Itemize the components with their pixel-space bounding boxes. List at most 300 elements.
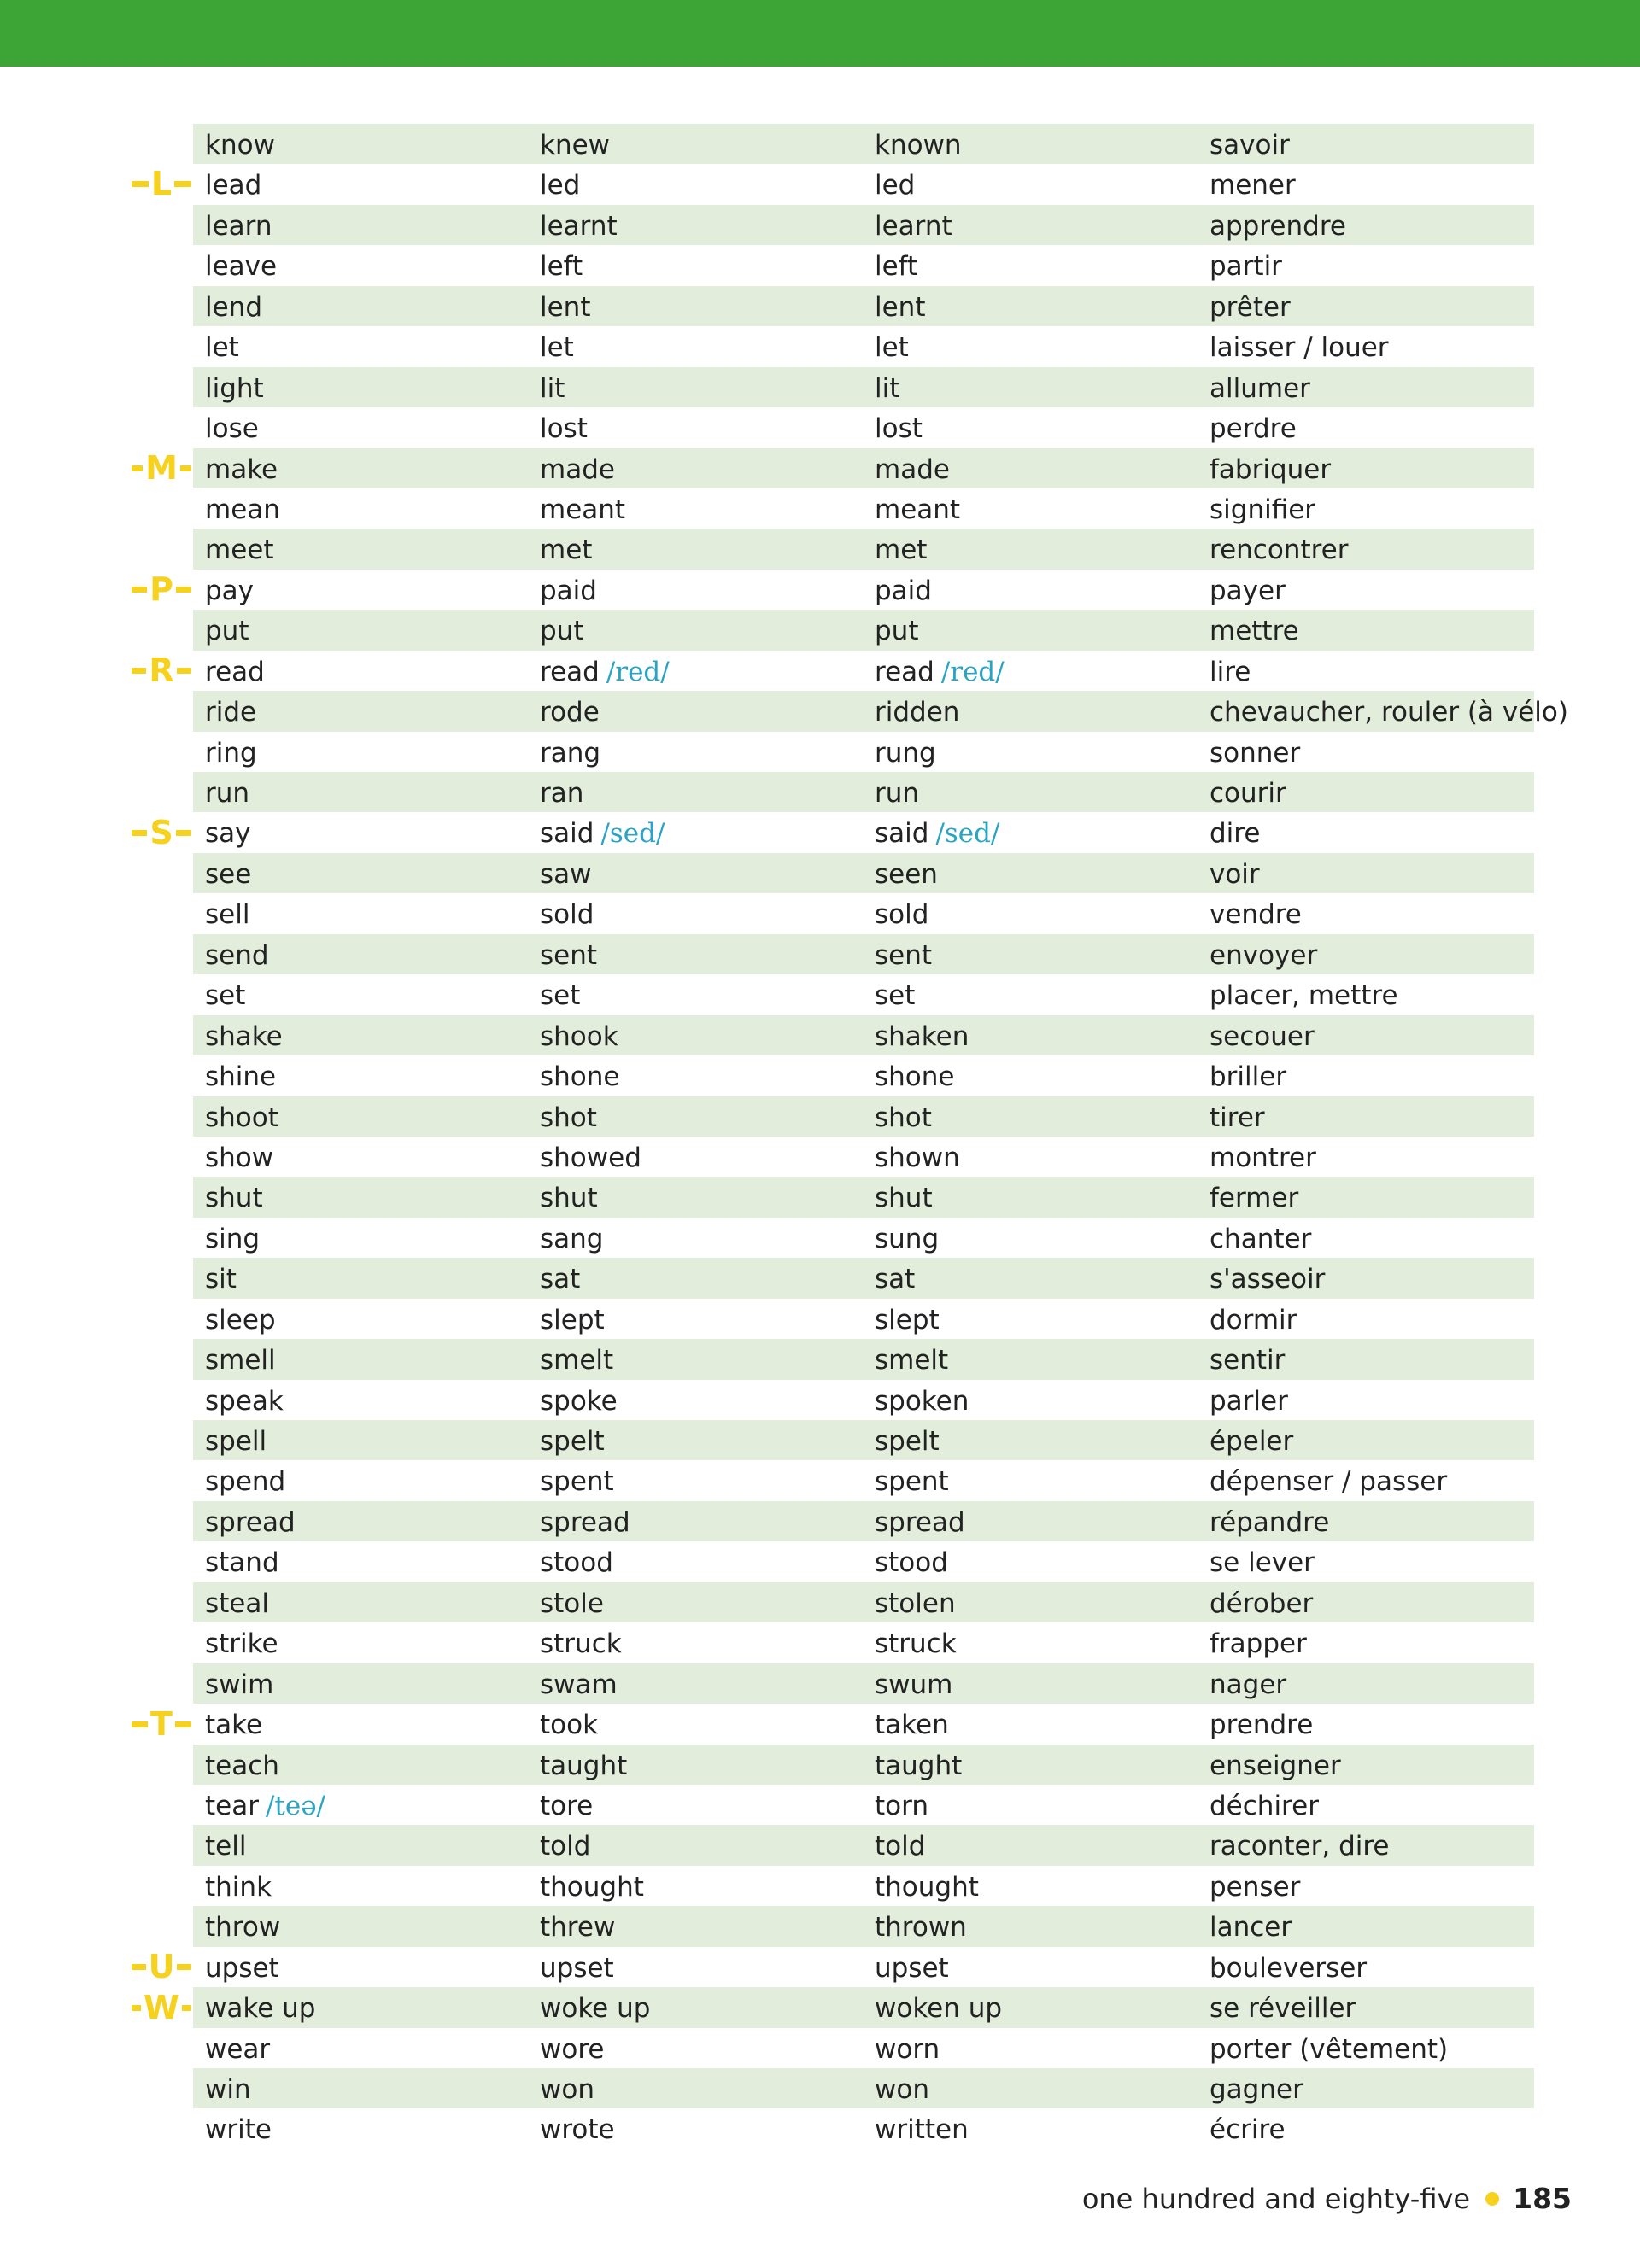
verb-past	[540, 1785, 593, 1825]
verb-past-text: ran	[540, 778, 584, 809]
verb-base	[205, 691, 256, 731]
verb-past-participle	[875, 1866, 979, 1906]
table-row	[193, 853, 1534, 893]
verb-translation	[1210, 1258, 1325, 1298]
table-row	[193, 1339, 1534, 1379]
verb-base	[205, 1339, 276, 1379]
verb-translation-text: placer, mettre	[1210, 980, 1398, 1012]
pronunciation: /sed/	[935, 818, 1000, 850]
verb-past-participle	[875, 1299, 940, 1339]
verb-past-participle-text: sung	[875, 1223, 940, 1254]
verb-base	[205, 2108, 272, 2148]
verb-past	[540, 1906, 615, 1946]
verb-past-participle-text: slept	[875, 1304, 940, 1336]
verb-past	[540, 2068, 594, 2108]
verb-translation-text: secouer	[1210, 1020, 1315, 1052]
verb-base-text: swim	[205, 1669, 274, 1700]
verb-past-participle	[875, 1096, 932, 1137]
verb-base	[205, 812, 251, 852]
verb-past	[540, 488, 625, 529]
verb-past-participle-text: thrown	[875, 1912, 967, 1944]
verb-past-participle-text: upset	[875, 1952, 949, 1984]
pronunciation: /red/	[606, 656, 670, 687]
verb-past-text: told	[540, 1831, 591, 1862]
verb-translation-text: lancer	[1210, 1912, 1292, 1944]
verb-past-participle	[875, 934, 932, 974]
verb-past-participle-text: taken	[875, 1710, 949, 1741]
table-row	[193, 772, 1534, 812]
verb-translation	[1210, 245, 1282, 285]
table-row	[193, 326, 1534, 366]
verb-translation-text: fabriquer	[1210, 453, 1332, 485]
bullet-dot-icon	[1485, 2192, 1499, 2206]
verb-past	[540, 1987, 650, 2027]
verb-base-text: send	[205, 939, 269, 971]
verb-translation	[1210, 691, 1568, 731]
verb-past-participle-text: written	[875, 2114, 969, 2146]
verb-past-text: rang	[540, 737, 601, 769]
verb-base	[205, 651, 265, 691]
verb-base-text: sit	[205, 1264, 237, 1295]
irregular-verbs-table	[193, 124, 1568, 2149]
verb-base-text: put	[205, 616, 249, 647]
verb-past-text: read	[540, 656, 600, 687]
table-row	[193, 732, 1534, 772]
table-row	[193, 245, 1534, 285]
verb-past	[540, 1096, 597, 1137]
verb-past-text: swam	[540, 1669, 618, 1700]
verb-translation	[1210, 934, 1317, 974]
verb-base-text: tear	[205, 1790, 259, 1821]
verb-base-text: think	[205, 1871, 272, 1903]
verb-base-text: teach	[205, 1750, 279, 1781]
marker-letter: P	[147, 570, 176, 608]
verb-base	[205, 1541, 279, 1581]
verb-translation	[1210, 1015, 1315, 1055]
verb-base	[205, 1785, 325, 1825]
verb-base	[205, 1137, 273, 1177]
verb-base-text: learn	[205, 210, 272, 242]
verb-past	[540, 651, 670, 691]
verb-past-participle	[875, 1501, 965, 1541]
verb-translation-text: apprendre	[1210, 210, 1346, 242]
letter-marker	[130, 1704, 193, 1743]
verb-base-text: throw	[205, 1912, 281, 1944]
pronunciation: /sed/	[600, 818, 665, 850]
verb-past-participle-text: told	[875, 1831, 926, 1862]
verb-past	[540, 772, 583, 812]
verb-base-text: show	[205, 1142, 274, 1173]
verb-base-text: run	[205, 778, 250, 809]
verb-past-participle	[875, 2068, 929, 2108]
table-row	[193, 1825, 1534, 1865]
verb-past-participle	[875, 1906, 967, 1946]
verb-translation	[1210, 1501, 1329, 1541]
verb-past-participle	[875, 853, 938, 893]
verb-translation-text: prêter	[1210, 291, 1291, 323]
verb-translation-text: s'asseoir	[1210, 1264, 1326, 1295]
verb-past-text: thought	[540, 1871, 644, 1903]
verb-past	[540, 1947, 614, 1987]
verb-past-text: left	[540, 251, 583, 283]
verb-past-participle-text: put	[875, 616, 919, 647]
verb-past-text: saw	[540, 858, 592, 890]
verb-base	[205, 1258, 237, 1298]
verb-base	[205, 1582, 269, 1622]
verb-base	[205, 448, 278, 488]
verb-past	[540, 245, 583, 285]
verb-past-text: rode	[540, 697, 600, 728]
verb-past-participle	[875, 2108, 969, 2148]
verb-translation	[1210, 2108, 1286, 2148]
verb-past-text: sent	[540, 939, 598, 971]
verb-base-text: make	[205, 453, 278, 485]
verb-base	[205, 124, 275, 164]
letter-marker	[130, 167, 193, 201]
verb-base-text: set	[205, 980, 246, 1012]
verb-past	[540, 1339, 613, 1379]
table-row	[193, 448, 1534, 488]
verb-translation-text: se réveiller	[1210, 1993, 1356, 2025]
verb-past-participle	[875, 1704, 949, 1744]
table-row	[193, 164, 1534, 204]
verb-translation	[1210, 1866, 1300, 1906]
verb-past-text: stood	[540, 1547, 613, 1579]
verb-past-text: stole	[540, 1587, 604, 1619]
verb-base-text: smell	[205, 1345, 276, 1377]
verb-base-text: sleep	[205, 1304, 276, 1336]
verb-base-text: stand	[205, 1547, 279, 1579]
verb-base	[205, 1745, 279, 1785]
verb-translation-text: bouleverser	[1210, 1952, 1368, 1984]
verb-translation	[1210, 1663, 1286, 1704]
verb-translation	[1210, 367, 1310, 407]
verb-translation-text: enseigner	[1210, 1750, 1341, 1781]
verb-translation	[1210, 1906, 1292, 1946]
verb-past-text: said	[540, 818, 594, 850]
verb-past	[540, 1177, 598, 1217]
verb-past-text: paid	[540, 575, 597, 606]
verb-past-text: shut	[540, 1183, 598, 1214]
verb-base	[205, 1663, 273, 1704]
verb-past-text: shot	[540, 1102, 597, 1133]
verb-past-participle-text: sent	[875, 939, 933, 971]
verb-translation-text: montrer	[1210, 1142, 1316, 1173]
verb-base	[205, 1622, 278, 1663]
verb-translation	[1210, 772, 1286, 812]
verb-past-participle-text: known	[875, 130, 962, 161]
verb-translation-text: raconter, dire	[1210, 1831, 1390, 1862]
verb-past-participle-text: rung	[875, 737, 936, 769]
verb-base-text: win	[205, 2074, 251, 2105]
verb-past-participle-text: meant	[875, 494, 961, 525]
verb-translation-text: porter (vêtement)	[1210, 2033, 1449, 2065]
table-row	[193, 205, 1534, 245]
verb-past	[540, 367, 565, 407]
verb-base-text: wake up	[205, 1993, 316, 2025]
verb-base-text: read	[205, 656, 265, 687]
verb-past	[540, 1460, 614, 1500]
verb-translation	[1210, 164, 1296, 204]
verb-translation	[1210, 1622, 1307, 1663]
verb-past-participle	[875, 893, 928, 933]
verb-past-participle	[875, 245, 917, 285]
verb-past	[540, 853, 592, 893]
verb-past-text: upset	[540, 1952, 614, 1984]
verb-translation-text: voir	[1210, 858, 1260, 890]
verb-base-text: write	[205, 2114, 272, 2146]
verb-translation	[1210, 1177, 1298, 1217]
verb-past	[540, 812, 665, 852]
verb-translation	[1210, 651, 1250, 691]
verb-past-text: showed	[540, 1142, 641, 1173]
verb-past-participle-text: spoken	[875, 1385, 969, 1417]
verb-past-text: took	[540, 1710, 599, 1741]
verb-past-participle	[875, 1177, 933, 1217]
verb-translation	[1210, 1096, 1265, 1137]
verb-translation-text: savoir	[1210, 130, 1290, 161]
verb-past-participle	[875, 1745, 962, 1785]
table-row	[193, 1906, 1534, 1946]
verb-base	[205, 1501, 296, 1541]
verb-translation-text: déchirer	[1210, 1790, 1319, 1821]
verb-past-participle	[875, 1015, 969, 1055]
verb-base-text: steal	[205, 1587, 269, 1619]
verb-translation-text: chanter	[1210, 1223, 1312, 1254]
verb-base-text: ride	[205, 697, 257, 728]
table-row	[193, 1987, 1534, 2027]
verb-translation	[1210, 286, 1291, 326]
marker-letter: U	[146, 1948, 178, 1985]
verb-past	[540, 610, 583, 650]
verb-base-text: shoot	[205, 1102, 278, 1133]
table-row	[193, 1177, 1534, 1217]
table-row	[193, 974, 1534, 1014]
verb-base	[205, 1947, 279, 1987]
verb-base	[205, 1299, 276, 1339]
verb-past-text: wrote	[540, 2114, 615, 2146]
table-row	[193, 529, 1534, 569]
verb-past-participle	[875, 1460, 949, 1500]
table-row	[193, 1299, 1534, 1339]
verb-past-participle	[875, 570, 932, 610]
verb-past-participle	[875, 1137, 960, 1177]
verb-past	[540, 1380, 618, 1420]
table-row	[193, 1582, 1534, 1622]
table-row	[193, 1704, 1534, 1744]
verb-past-participle-text: torn	[875, 1790, 928, 1821]
verb-base-text: sing	[205, 1223, 261, 1254]
verb-past-text: set	[540, 980, 581, 1012]
table-row	[193, 691, 1568, 731]
verb-base-text: shake	[205, 1020, 283, 1052]
verb-past-participle	[875, 124, 962, 164]
verb-past-participle-text: spelt	[875, 1426, 940, 1457]
verb-translation-text: mettre	[1210, 616, 1299, 647]
verb-base	[205, 1460, 285, 1500]
verb-past	[540, 2028, 604, 2068]
verb-past-text: shone	[540, 1061, 620, 1093]
verb-translation	[1210, 1825, 1390, 1865]
table-row	[193, 1218, 1534, 1258]
verb-base-text: tell	[205, 1831, 247, 1862]
header-bar	[0, 0, 1640, 67]
verb-base	[205, 2028, 270, 2068]
verb-base-text: upset	[205, 1952, 279, 1984]
verb-translation	[1210, 1704, 1313, 1744]
verb-past-participle-text: taught	[875, 1750, 963, 1781]
table-row	[193, 1096, 1534, 1137]
verb-past-participle-text: thought	[875, 1871, 979, 1903]
verb-past	[540, 164, 580, 204]
verb-translation	[1210, 2028, 1448, 2068]
letter-marker	[130, 653, 193, 687]
verb-translation-text: payer	[1210, 575, 1286, 606]
page-number: 185	[1513, 2182, 1572, 2215]
verb-past	[540, 732, 600, 772]
verb-translation	[1210, 732, 1300, 772]
verb-translation	[1210, 488, 1315, 529]
verb-past-participle	[875, 2028, 940, 2068]
verb-translation	[1210, 1218, 1311, 1258]
table-row	[193, 367, 1534, 407]
verb-translation-text: épeler	[1210, 1426, 1294, 1457]
table-row	[193, 286, 1534, 326]
verb-base-text: lose	[205, 413, 259, 445]
verb-translation	[1210, 407, 1297, 447]
verb-past-participle-text: shot	[875, 1102, 932, 1133]
table-row	[193, 1745, 1534, 1785]
verb-base-text: strike	[205, 1628, 278, 1660]
verb-base	[205, 1218, 260, 1258]
verb-base	[205, 529, 274, 569]
table-row	[193, 934, 1534, 974]
verb-past-participle	[875, 1380, 969, 1420]
verb-past-text: made	[540, 453, 615, 485]
table-row	[193, 812, 1534, 852]
verb-past	[540, 1745, 627, 1785]
verb-translation	[1210, 448, 1331, 488]
verb-translation-text: penser	[1210, 1871, 1301, 1903]
verb-translation	[1210, 570, 1286, 610]
verb-past	[540, 570, 597, 610]
verb-past	[540, 1866, 644, 1906]
verb-past-text: put	[540, 616, 584, 647]
verb-translation	[1210, 812, 1260, 852]
verb-past-text: led	[540, 170, 581, 202]
verb-base	[205, 245, 277, 285]
verb-past-participle	[875, 1218, 939, 1258]
verb-base	[205, 326, 239, 366]
verb-past-text: taught	[540, 1750, 628, 1781]
verb-past-text: won	[540, 2074, 594, 2105]
verb-translation	[1210, 974, 1398, 1014]
verb-past	[540, 529, 592, 569]
verb-past-participle-text: lent	[875, 291, 926, 323]
verb-past	[540, 934, 597, 974]
verb-past-participle-text: struck	[875, 1628, 957, 1660]
verb-past-participle-text: learnt	[875, 210, 952, 242]
verb-past-text: slept	[540, 1304, 605, 1336]
verb-translation-text: lire	[1210, 656, 1251, 687]
verb-past-participle-text: lost	[875, 413, 922, 445]
verb-past-text: spread	[540, 1506, 630, 1538]
verb-past-participle	[875, 772, 919, 812]
verb-past-participle	[875, 164, 915, 204]
verb-past-participle	[875, 1258, 915, 1298]
verb-base	[205, 772, 249, 812]
verb-past-participle-text: set	[875, 980, 916, 1012]
verb-past-text: meant	[540, 494, 626, 525]
verb-past-text: smelt	[540, 1345, 614, 1377]
table-row	[193, 893, 1534, 933]
verb-translation	[1210, 529, 1348, 569]
verb-past-text: lent	[540, 291, 591, 323]
table-row	[193, 124, 1534, 164]
verb-base	[205, 1096, 278, 1137]
verb-past-text: threw	[540, 1912, 616, 1944]
verb-past	[540, 2108, 615, 2148]
verb-past-participle-text: ridden	[875, 697, 960, 728]
verb-past-participle	[875, 448, 950, 488]
verb-past-participle-text: shown	[875, 1142, 960, 1173]
verb-translation	[1210, 1947, 1367, 1987]
letter-marker	[130, 815, 193, 850]
verb-past-participle	[875, 691, 959, 731]
letter-marker	[130, 1990, 193, 2025]
verb-past-text: spoke	[540, 1385, 618, 1417]
verb-base	[205, 1055, 276, 1096]
table-row	[193, 570, 1534, 610]
verb-base-text: let	[205, 332, 239, 364]
verb-translation-text: dérober	[1210, 1587, 1314, 1619]
verb-past-participle	[875, 651, 1004, 691]
verb-base-text: spread	[205, 1506, 296, 1538]
table-row	[193, 1785, 1534, 1825]
verb-past-participle-text: spent	[875, 1466, 949, 1498]
table-row	[193, 1015, 1534, 1055]
verb-base-text: spend	[205, 1466, 286, 1498]
verb-translation	[1210, 853, 1260, 893]
verb-translation-text: frapper	[1210, 1628, 1307, 1660]
verb-past-participle-text: let	[875, 332, 909, 364]
verb-translation	[1210, 1299, 1297, 1339]
verb-past	[540, 1704, 598, 1744]
verb-translation-text: allumer	[1210, 372, 1310, 404]
verb-base-text: know	[205, 130, 275, 161]
verb-past-participle-text: shut	[875, 1183, 933, 1214]
verb-past-participle	[875, 407, 922, 447]
table-row	[193, 1866, 1534, 1906]
verb-translation	[1210, 1745, 1341, 1785]
verb-base	[205, 164, 261, 204]
verb-past-participle-text: made	[875, 453, 950, 485]
letter-marker	[130, 572, 193, 606]
verb-past-text: knew	[540, 130, 611, 161]
verb-past-participle	[875, 1663, 952, 1704]
verb-base-text: sell	[205, 899, 250, 931]
table-row	[193, 1663, 1534, 1704]
verb-translation-text: fermer	[1210, 1183, 1299, 1214]
marker-letter: W	[141, 1989, 182, 2026]
verb-translation-text: écrire	[1210, 2114, 1286, 2146]
verb-base	[205, 1825, 246, 1865]
verb-translation	[1210, 893, 1302, 933]
verb-past	[540, 1015, 618, 1055]
verb-translation-text: envoyer	[1210, 939, 1318, 971]
table-row	[193, 651, 1534, 691]
table-row	[193, 1137, 1534, 1177]
